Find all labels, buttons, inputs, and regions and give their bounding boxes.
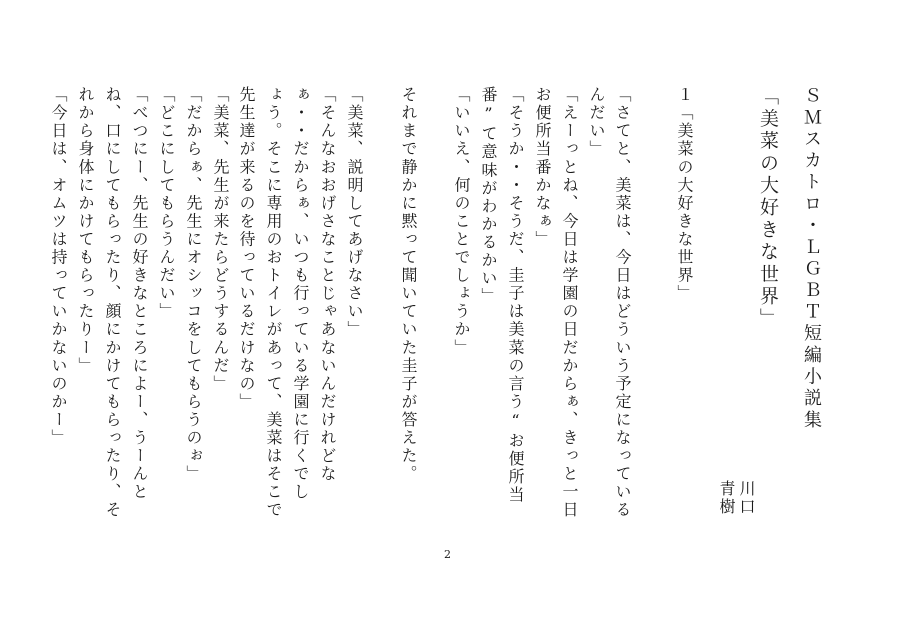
paragraph-line: ね、口にしてもらったり、顔にかけてもらったり、そ xyxy=(103,86,122,520)
paragraph-line: 「べつにー、先生の好きなところによー、うーんと xyxy=(130,86,149,502)
paragraph-line: 「美菜、先生が来たらどうするんだ」 xyxy=(211,86,230,393)
paragraph-line: 「どこにしてもらうんだい」 xyxy=(157,86,176,321)
paragraph-line: れから身体にかけてもらったりー」 xyxy=(76,86,95,375)
series-title: ＳＭスカトロ・ＬＧＢＴ短編小説集 xyxy=(801,86,822,432)
paragraph-line: 「美菜、説明してあげなさい」 xyxy=(345,86,364,339)
page-number: 2 xyxy=(444,548,451,561)
paragraph-line: 「さてと、美菜は、今日はどういう予定になっている xyxy=(613,86,632,520)
paragraph-line: 「えーっとね、今日は学園の日だからぁ、きっと一日 xyxy=(560,86,579,520)
paragraph-line: んだい」 xyxy=(587,86,606,159)
paragraph-line: それまで静かに黙って聞いていた圭子が答えた。 xyxy=(399,86,418,484)
paragraph-line: 「そうか・・そうだ、圭子は美菜の言う“お便所当 xyxy=(506,86,525,505)
paragraph-line: ょう。そこに専用のおトイレがあって、美菜はそこで xyxy=(264,86,283,520)
paragraph-line: 先生達が来るのを待っているだけなの」 xyxy=(237,86,256,411)
paragraph-line: 「今日は、オムツは持っていかないのかー」 xyxy=(49,86,68,447)
author-name xyxy=(716,480,756,516)
author-given-name: 青樹 xyxy=(717,480,736,517)
paragraph-line: ぁ・・だからぁ、いつも行っている学園に行くでし xyxy=(291,86,310,502)
paragraph-line: 「だからぁ、先生にオシッコをしてもらうのぉ」 xyxy=(184,86,203,484)
paragraph-line: 「いいえ、何のことでしょうか」 xyxy=(452,86,471,357)
story-title: 「美菜の大好きな世界」 xyxy=(757,86,779,331)
author-family-name: 川口 xyxy=(737,480,756,517)
paragraph-line: お便所当番かなぁ」 xyxy=(533,86,552,249)
paragraph-line: 「そんなおおげさなことじゃあないんだけれどな xyxy=(318,86,337,484)
paragraph-line: 番”て意味がわかるかい」 xyxy=(479,86,498,306)
chapter-heading: １「美菜の大好きな世界」 xyxy=(675,86,694,303)
